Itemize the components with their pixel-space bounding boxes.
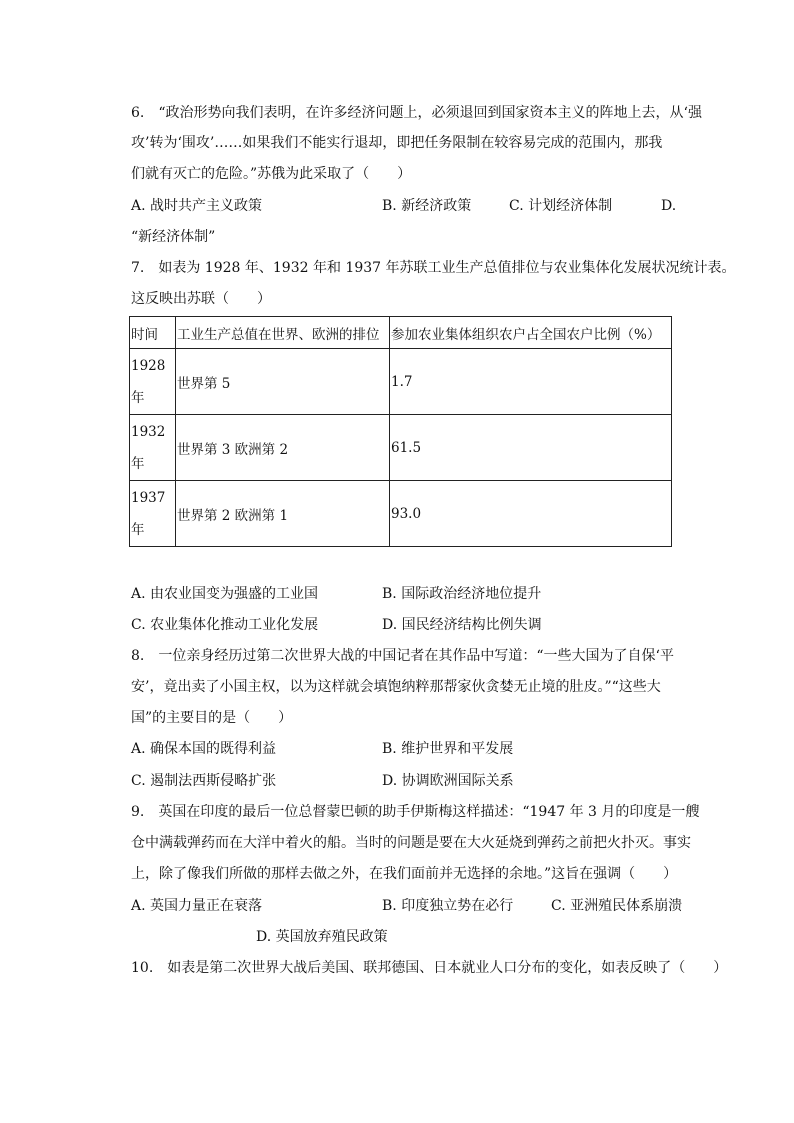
question-8-stem-line-1: 8. 一位亲身经历过第二次世界大战的中国记者在其作品中写道：“一些大国为了自保‘平: [131, 648, 674, 664]
question-8-stem-line-2: 安’，竟出卖了小国主权，以为这样就会填饱纳粹那帮家伙贪婪无止境的肚皮。”“这些大: [131, 679, 661, 695]
question-6-option-c[interactable]: C. 计划经济体制: [509, 198, 613, 214]
question-8-option-b[interactable]: B. 维护世界和平发展: [382, 741, 514, 757]
table-row: [130, 481, 672, 547]
question-10-stem-line-1: 10. 如表是第二次世界大战后美国、联邦德国、日本就业人口分布的变化，如表反映了（ ）: [131, 960, 728, 976]
question-7-option-c[interactable]: C. 农业集体化推动工业化发展: [131, 617, 319, 633]
question-9-option-b[interactable]: B. 印度独立势在必行: [382, 898, 514, 914]
table-cell-year: 1928 年: [130, 349, 176, 415]
question-7-stem-line-2: 这反映出苏联（ ）: [131, 291, 271, 307]
question-9-option-a[interactable]: A. 英国力量正在衰落: [131, 898, 263, 914]
question-6-stem-line-1: 6. “政治形势向我们表明，在许多经济问题上，必须退回到国家资本主义的阵地上去，从‘强: [131, 105, 702, 121]
question-9-option-c[interactable]: C. 亚洲殖民体系崩溃: [551, 898, 683, 914]
question-8-option-a[interactable]: A. 确保本国的既得利益: [131, 741, 277, 757]
table-row: [130, 415, 672, 481]
question-8-option-d[interactable]: D. 协调欧洲国际关系: [382, 773, 514, 789]
question-8-option-c[interactable]: C. 遏制法西斯侵略扩张: [131, 773, 277, 789]
table-cell-ratio: 1.7: [390, 349, 672, 415]
question-6-option-d-text[interactable]: “新经济体制”: [131, 229, 216, 245]
table-cell-year: 1932 年: [130, 415, 176, 481]
question-7-option-d[interactable]: D. 国民经济结构比例失调: [382, 617, 542, 633]
table-header-time: 时间: [130, 317, 176, 349]
table-cell-ratio: 93.0: [390, 481, 672, 547]
question-6-option-d[interactable]: D.: [661, 198, 677, 214]
table-header-industry-rank: 工业生产总值在世界、欧洲的排位: [176, 317, 390, 349]
question-7-stem-line-1: 7. 如表为 1928 年、1932 年和 1937 年苏联工业生产总值排位与农业集体化发展状况统计表。: [131, 260, 736, 276]
question-6-option-a[interactable]: A. 战时共产主义政策: [131, 198, 263, 214]
question-9-option-d[interactable]: D. 英国放弃殖民政策: [256, 929, 388, 945]
question-7-option-b[interactable]: B. 国际政治经济地位提升: [382, 586, 542, 602]
question-9-stem-line-3: 上，除了像我们所做的那样去做之外，在我们面前并无选择的余地。”这旨在强调（ ）: [131, 866, 678, 882]
table-header-collective-ratio: 参加农业集体组织农户占全国农户比例（%）: [390, 317, 672, 349]
table-cell-rank: 世界第 2 欧洲第 1: [176, 481, 390, 547]
table-cell-rank: 世界第 5: [176, 349, 390, 415]
table-cell-ratio: 61.5: [390, 415, 672, 481]
table-cell-year: 1937 年: [130, 481, 176, 547]
table-cell-rank: 世界第 3 欧洲第 2: [176, 415, 390, 481]
question-9-stem-line-2: 仓中满载弹药而在大洋中着火的船。当时的问题是要在大火延烧到弹药之前把火扑灭。事实: [131, 835, 691, 851]
question-9-stem-line-1: 9. 英国在印度的最后一位总督蒙巴顿的助手伊斯梅这样描述：“1947 年 3 月的印度是一艘: [131, 804, 700, 820]
question-6-stem-line-3: 们就有灭亡的危险。”苏俄为此采取了（ ）: [131, 166, 412, 182]
table-header-row: [130, 317, 672, 349]
question-6-stem-line-2: 攻’转为‘围攻’……如果我们不能实行退却，即把任务限制在较容易完成的范围内，那我: [131, 135, 663, 151]
table-row: [130, 349, 672, 415]
statistics-table: [129, 316, 672, 547]
question-6-option-b[interactable]: B. 新经济政策: [382, 198, 472, 214]
question-8-stem-line-3: 国”的主要目的是（ ）: [131, 710, 293, 726]
question-7-option-a[interactable]: A. 由农业国变为强盛的工业国: [131, 586, 319, 602]
